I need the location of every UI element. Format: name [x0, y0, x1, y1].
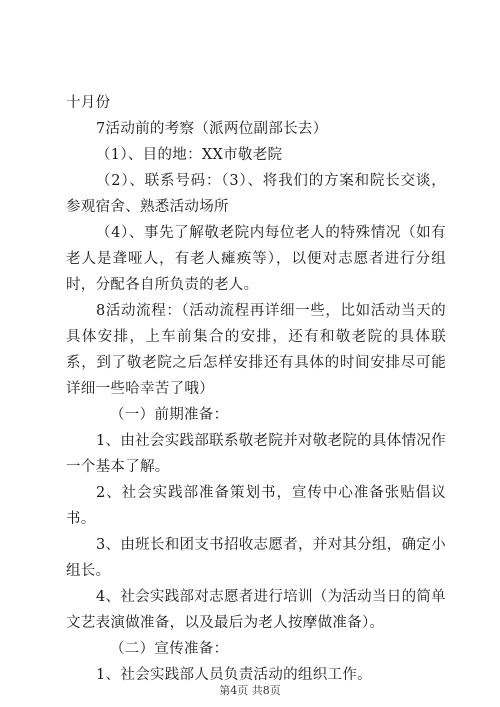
paragraph-prep-3: 3、由班长和团支书招收志愿者，并对其分组，确定小组长。 [66, 537, 446, 579]
paragraph-subitem-1: （1）、目的地：XX市敬老院 [96, 147, 283, 163]
section-heading-publicity: （二）宣传准备： [110, 641, 229, 657]
paragraph-subitem-2-3: （2）、联系号码：（3）、将我们的方案和院长交谈，参观宿舍、熟悉活动场所 [66, 173, 446, 215]
section-heading-preparation: （一）前期准备： [110, 407, 229, 423]
paragraph-prep-1: 1、由社会实践部联系敬老院并对敬老院的具体情况作一个基本了解。 [66, 433, 446, 475]
paragraph-subitem-4: （4）、事先了解敬老院内每位老人的特殊情况（如有老人是聋哑人，有老人瘫痪等），以便对志愿者进行分组时，分配各自所负责的老人。 [66, 225, 446, 293]
paragraph-item-8: 8活动流程：（活动流程再详细一些，比如活动当天的具体安排，上车前集合的安排，还有和敬老院的具体联系，到了敬老院之后怎样安排还有具体的时间安排尽可能详细一些哈幸苦了哦） [66, 303, 446, 397]
paragraph-month: 十月份 [66, 95, 111, 111]
paragraph-item-7: 7活动前的考察（派两位副部长去） [96, 121, 328, 137]
paragraph-prep-4: 4、社会实践部对志愿者进行培训（为活动当日的简单文艺表演做准备，以及最后为老人按摩做准备）。 [66, 589, 446, 631]
page-number-footer: 第4页 共8页 [219, 684, 281, 697]
paragraph-prep-2: 2、社会实践部准备策划书，宣传中心准备张贴倡议书。 [66, 485, 446, 527]
paragraph-publicity-1: 1、社会实践部人员负责活动的组织工作。 [96, 667, 372, 683]
document-body [66, 90, 446, 688]
